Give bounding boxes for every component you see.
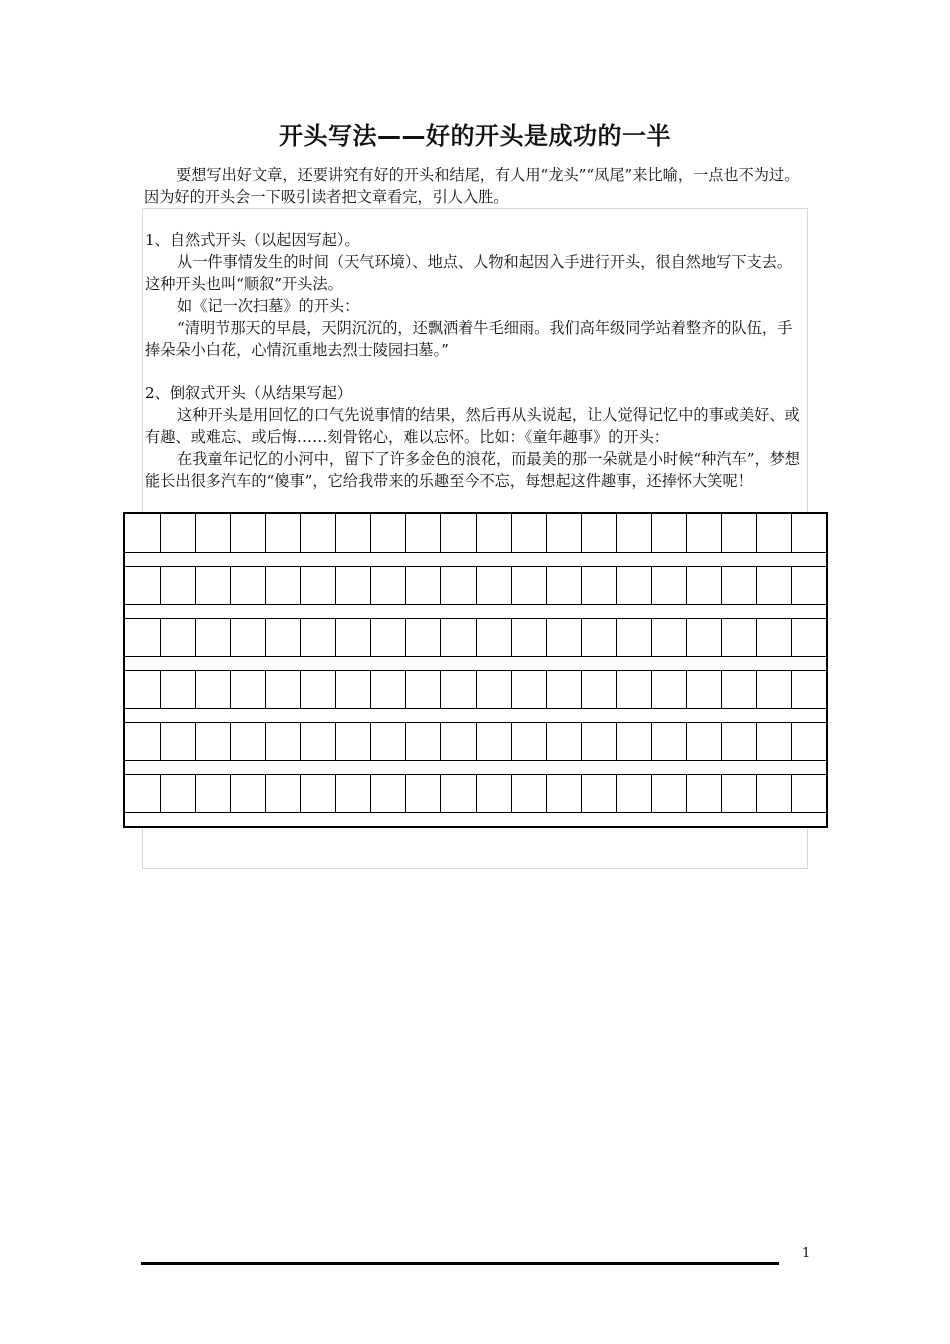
section-2-heading: 2、倒叙式开头（从结果写起） [145, 384, 353, 402]
section-1-paragraph-3: “清明节那天的早晨，天阴沉沉的，还飘洒着牛毛细雨。我们高年级同学站着整齐的队伍，手捧朵朵小白花，心情沉重地去烈士陵园扫墓。” [145, 319, 793, 359]
page-title: 开头写法——好的开头是成功的一半 [279, 122, 671, 150]
section-2-paragraph-1: 这种开头是用回忆的口气先说事情的结果，然后再从头说起，让人觉得记忆中的事或美好、或有趣、或难忘、或后悔……刻骨铭心，难以忘怀。比如：《童年趣事》的开头： [145, 406, 800, 446]
writing-grid-lines [125, 514, 826, 826]
section-1-paragraph-2: 如《记一次扫墓》的开头： [177, 297, 360, 315]
section-1-paragraph-1: 从一件事情发生的时间（天气环境）、地点、人物和起因入手进行开头，很自然地写下支去。这种开头也叫“顺叙”开头法。 [145, 253, 793, 293]
writing-grid [123, 512, 828, 828]
footer-rule [141, 1262, 779, 1265]
content-body [145, 229, 807, 492]
section-2-paragraph-2: 在我童年记忆的小河中，留下了许多金色的浪花，而最美的那一朵就是小时候“种汽车”，梦想能长出很多汽车的“傻事”，它给我带来的乐趣至今不忘，每想起这件趣事，还捧怀大笑呢！ [145, 450, 801, 490]
intro-paragraph: 要想写出好文章，还要讲究有好的开头和结尾，有人用“龙头”“凤尾”来比喻，一点也不为过。因为好的开头会一下吸引读者把文章看完，引人入胜。 [144, 166, 800, 206]
section-1-heading: 1、自然式开头（以起因写起）。 [145, 231, 360, 249]
section-spacer [145, 361, 807, 382]
page-number: 1 [802, 1246, 811, 1261]
